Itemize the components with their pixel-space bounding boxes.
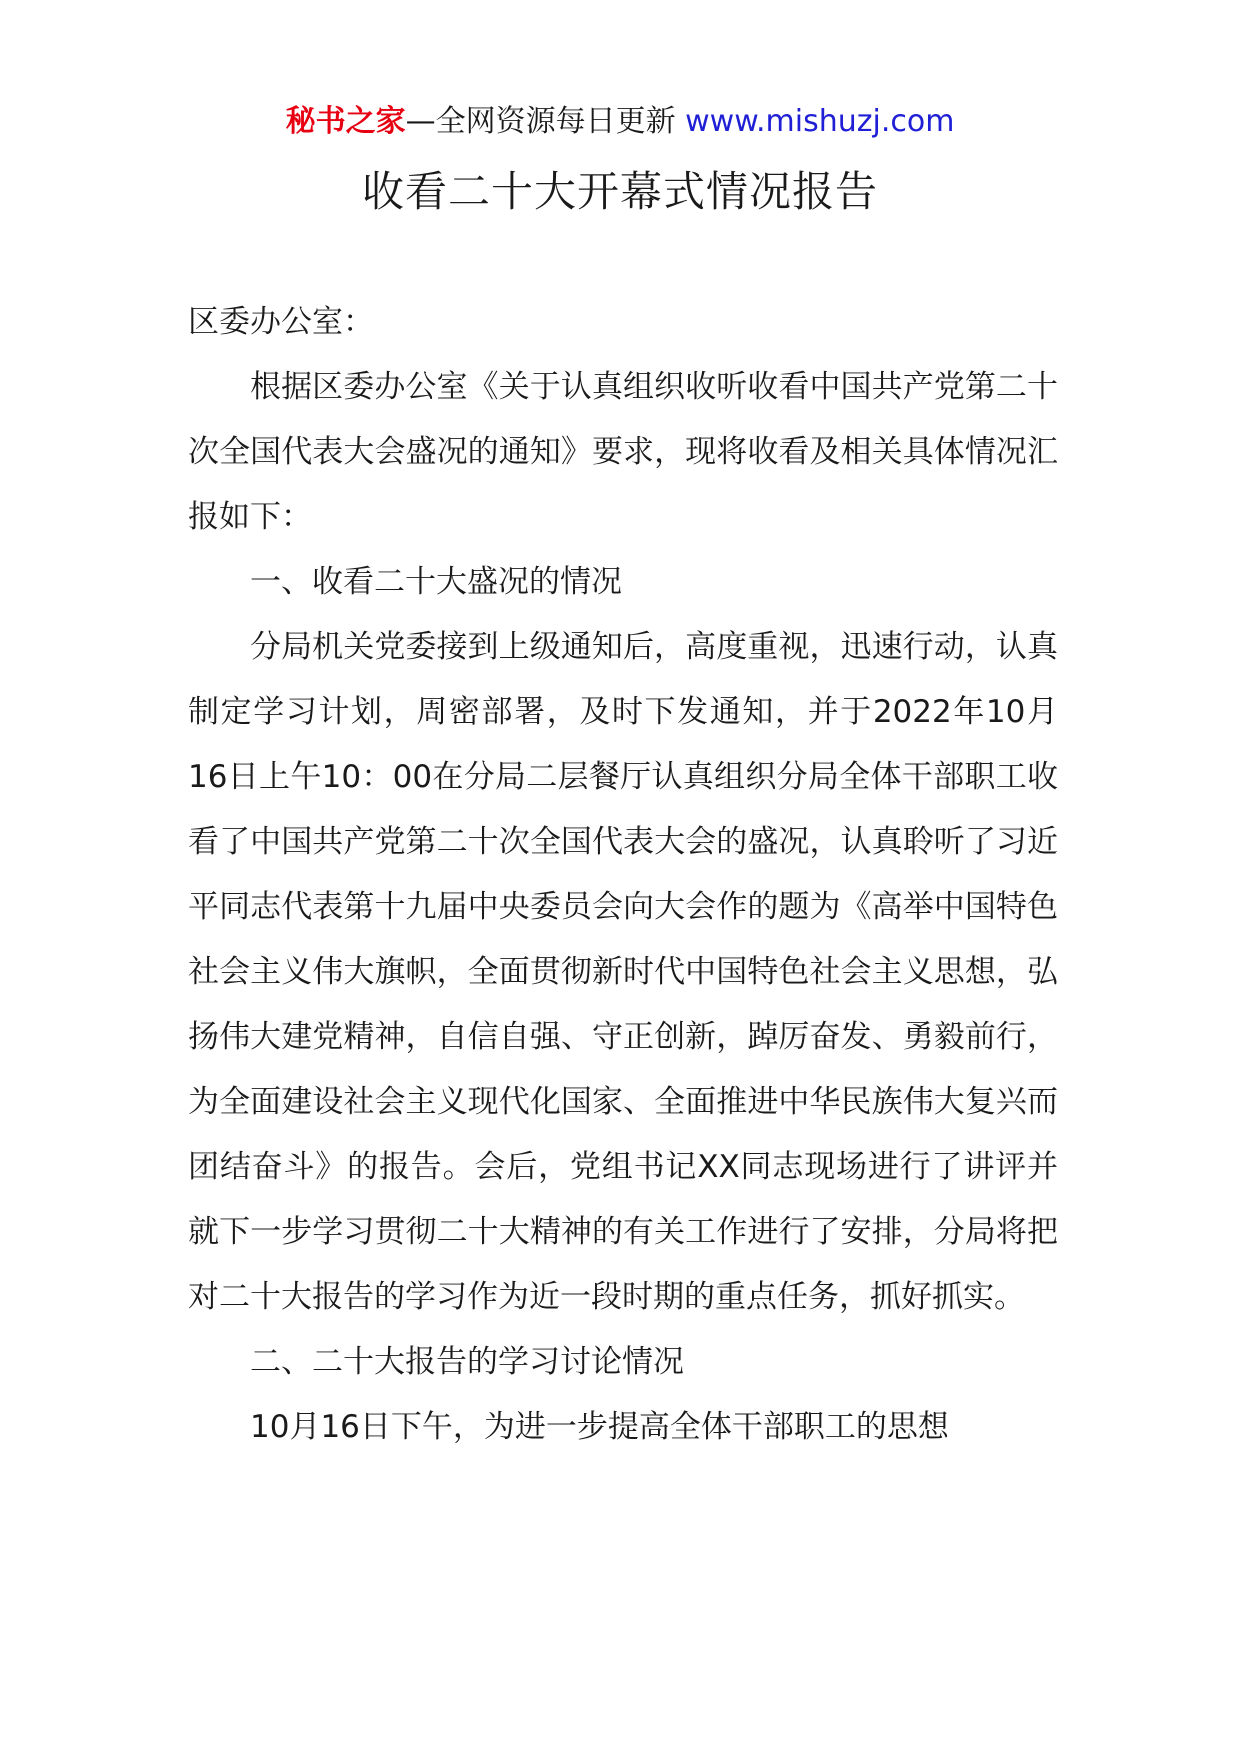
section-heading-2: 二、二十大报告的学习讨论情况 <box>250 1344 684 1380</box>
paragraph-section-2: 10月16日下午，为进一步提高全体干部职工的思想 <box>250 1409 949 1445</box>
section-heading-1: 一、收看二十大盛况的情况 <box>250 564 622 600</box>
paragraph-intro: 根据区委办公室《关于认真组织收听收看中国共产党第二十次全国代表大会盛况的通知》要求，现将收看及相关具体情况汇报如下： <box>188 369 1058 535</box>
salutation: 区委办公室： <box>188 304 374 340</box>
document-body <box>188 290 1058 1460</box>
site-banner <box>0 100 1240 144</box>
banner-tagline: —全网资源每日更新 <box>405 104 686 139</box>
document-title: 收看二十大开幕式情况报告 <box>361 167 878 216</box>
paragraph-section-1: 分局机关党委接到上级通知后，高度重视，迅速行动，认真制定学习计划，周密部署，及时下发通知，并于2022年10月16日上午10：00在分局二层餐厅认真组织分局全体干部职工收看了中国共产党第二十次全国代表大会的盛况，认真聆听了习近平同志代表第十九届中央委员会向大会作的题为《高举中国特色社会主义伟大旗帜，全面贯彻新时代中国特色社会主义思想，弘扬伟大建党精神，自信自强、守正创新，踔厉奋发、勇毅前行，为全面建设社会主义现代化国家、全面推进中华民族伟大复兴而团结奋斗》的报告。会后，党组书记XX同志现场进行了讲评并就下一步学习贯彻二十大精神的有关工作进行了安排，分局将把对二十大报告的学习作为近一段时期的重点任务，抓好抓实。 <box>188 629 1058 1315</box>
brand-name: 秘书之家 <box>285 104 406 139</box>
website-link[interactable]: www.mishuzj.com <box>685 104 955 139</box>
